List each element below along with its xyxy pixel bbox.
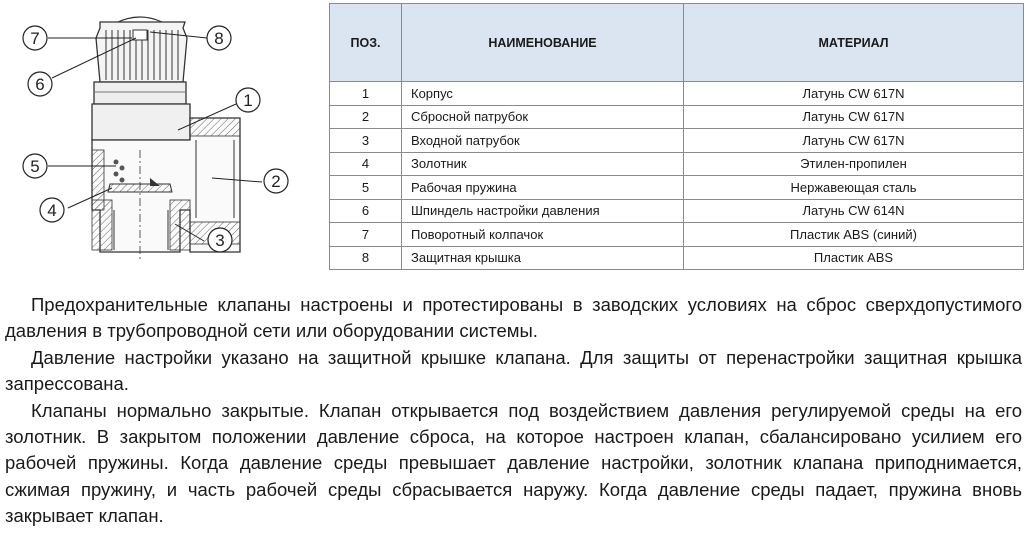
cell-position: 6 [330, 199, 402, 223]
cell-name: Золотник [402, 152, 684, 176]
disc-shape [108, 184, 172, 192]
table-row [330, 199, 1024, 223]
cell-material: Латунь CW 617N [684, 82, 1024, 106]
svg-text:8: 8 [214, 29, 224, 48]
cell-material: Латунь CW 614N [684, 199, 1024, 223]
cell-name: Защитная крышка [402, 246, 684, 270]
cell-material: Этилен-пропилен [684, 152, 1024, 176]
cell-name: Входной патрубок [402, 129, 684, 153]
cell-position: 8 [330, 246, 402, 270]
description-text [5, 292, 1022, 530]
cell-material: Нержавеющая сталь [684, 176, 1024, 200]
cell-name: Поворотный колпачок [402, 223, 684, 247]
header-position: ПОЗ. [330, 4, 402, 82]
svg-text:6: 6 [35, 75, 45, 94]
table-row [330, 152, 1024, 176]
cell-name: Шпиндель настройки давления [402, 199, 684, 223]
paragraph: Клапаны нормально закрытые. Клапан открывается под воздействием давления регулируемой среды на его золотник. В закрытом положении давление сброса, на которое настроен клапан, сбалансировано усилием его рабочей пружины. Когда давление среды превышает давление настройки, золотник клапана приподнимается, сжимая пружину, и часть рабочей среды сбрасывается наружу. Когда давление среды падает, пружина вновь закрывает клапан. [5, 399, 1022, 527]
cell-material: Пластик ABS (синий) [684, 223, 1024, 247]
svg-text:1: 1 [243, 91, 253, 110]
parts-table [329, 3, 1024, 270]
callout-5 [23, 154, 47, 178]
cell-material: Латунь CW 617N [684, 105, 1024, 129]
svg-text:7: 7 [30, 29, 40, 48]
cell-name: Корпус [402, 82, 684, 106]
header-material: МАТЕРИАЛ [684, 4, 1024, 82]
cell-position: 2 [330, 105, 402, 129]
header-name: НАИМЕНОВАНИЕ [402, 4, 684, 82]
callout-8 [207, 26, 231, 50]
callout-2 [264, 169, 288, 193]
callout-7 [23, 26, 47, 50]
cell-name: Рабочая пружина [402, 176, 684, 200]
upper-body-shape [92, 104, 190, 140]
protective-cap-shape [96, 17, 187, 82]
cell-name: Сбросной патрубок [402, 105, 684, 129]
table-row [330, 129, 1024, 153]
cell-material: Пластик ABS [684, 246, 1024, 270]
table-row [330, 246, 1024, 270]
callout-6 [28, 72, 52, 96]
svg-text:4: 4 [47, 201, 57, 220]
table-row [330, 82, 1024, 106]
valve-section-drawing [0, 0, 330, 285]
svg-text:3: 3 [215, 231, 225, 250]
table-row [330, 176, 1024, 200]
cell-position: 7 [330, 223, 402, 247]
callout-3 [208, 228, 232, 252]
svg-text:5: 5 [30, 157, 40, 176]
cell-position: 5 [330, 176, 402, 200]
svg-text:2: 2 [271, 172, 281, 191]
cell-position: 4 [330, 152, 402, 176]
table-row [330, 105, 1024, 129]
paragraph: Предохранительные клапаны настроены и протестированы в заводских условиях на сброс сверхдопустимого давления в трубопроводной сети или оборудовании системы. [5, 294, 1022, 342]
cell-material: Латунь CW 617N [684, 129, 1024, 153]
cell-position: 1 [330, 82, 402, 106]
cell-position: 3 [330, 129, 402, 153]
callout-4 [40, 198, 64, 222]
paragraph: Давление настройки указано на защитной крышке клапана. Для защиты от перенастройки защитная крышка запрессована. [5, 346, 1022, 395]
rotary-cap-band-shape [94, 82, 186, 104]
table-header-row [330, 4, 1024, 82]
callout-1 [236, 88, 260, 112]
table-row [330, 223, 1024, 247]
